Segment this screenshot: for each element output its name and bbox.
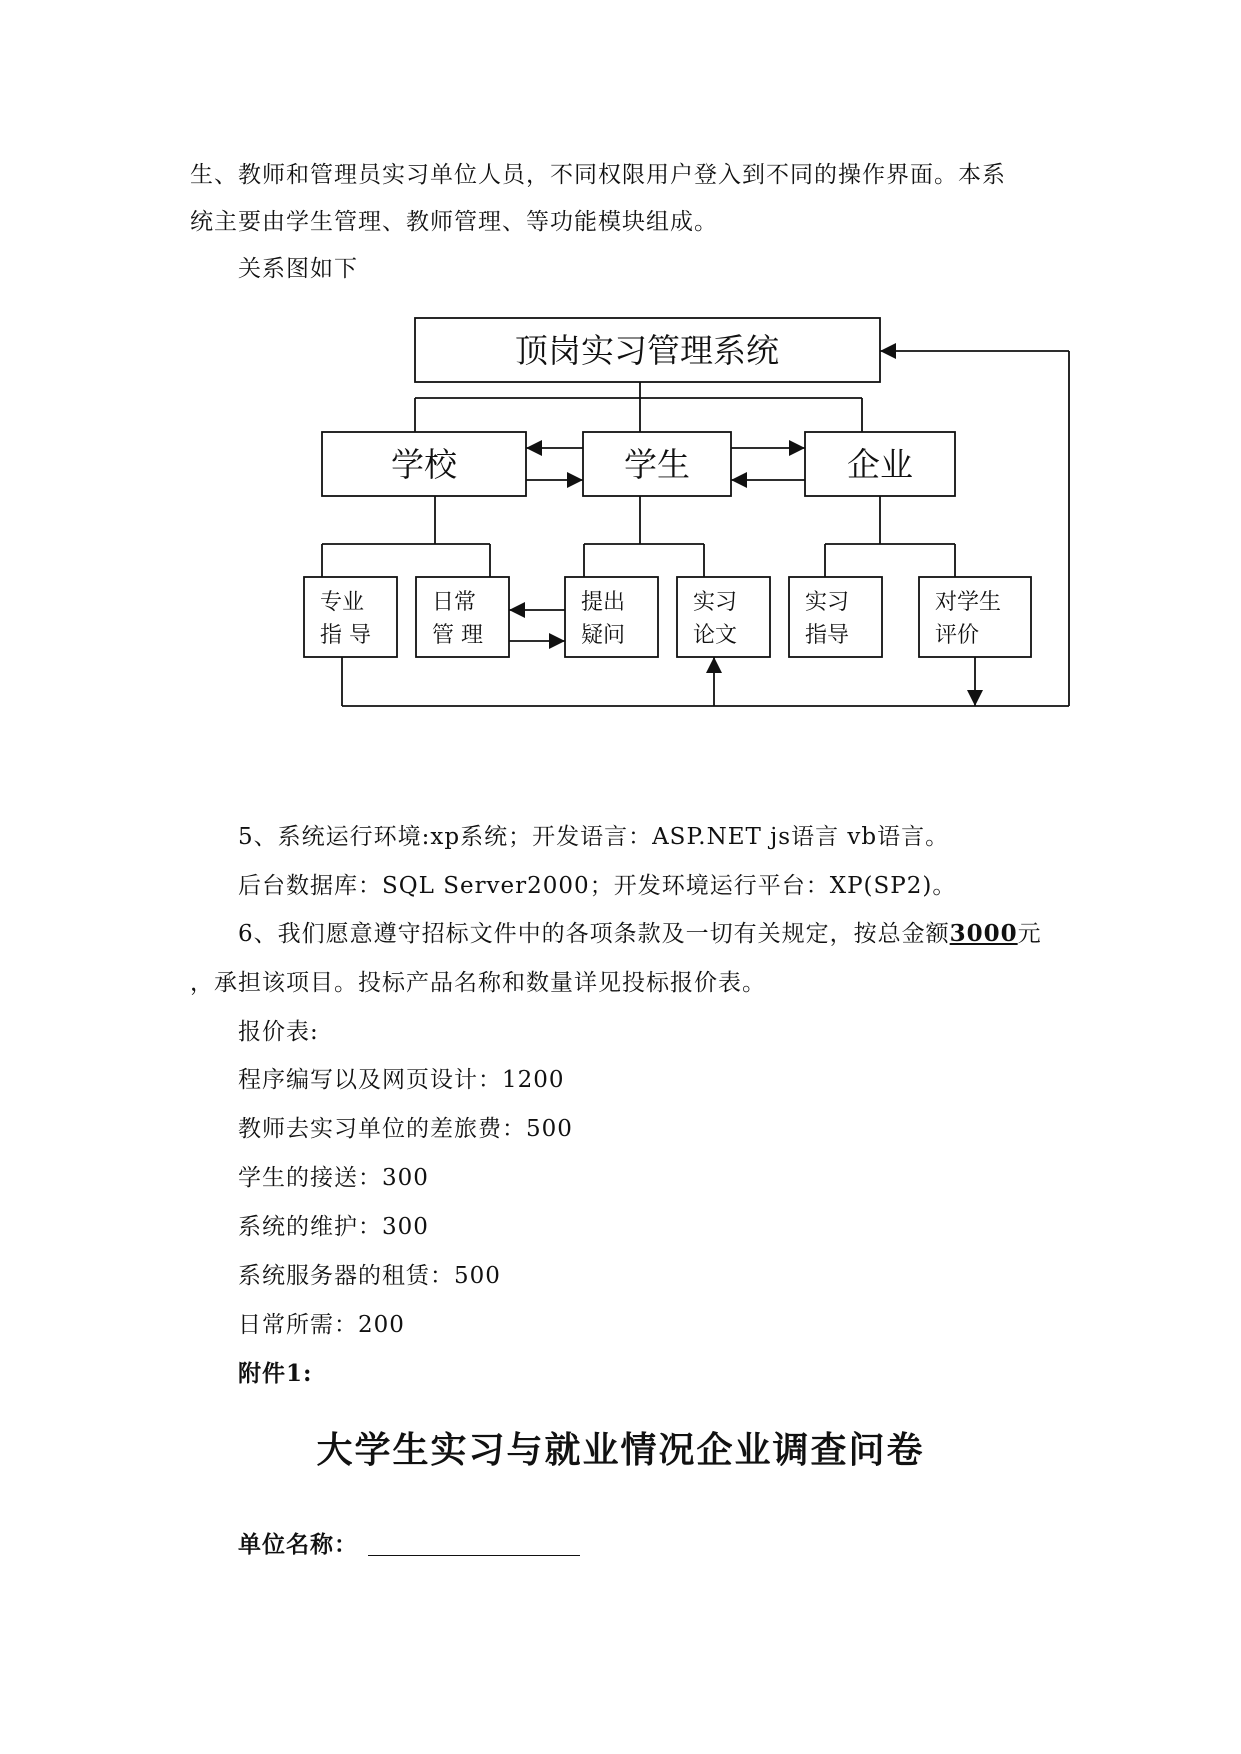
unit-name-label: 单位名称：: [238, 1531, 358, 1558]
total-amount: 3000: [949, 920, 1018, 947]
quote-item: 学生的接送：300: [238, 1165, 429, 1191]
student-label: 学生: [624, 445, 690, 484]
leaf-4-line-1: 实习: [693, 590, 738, 615]
leaf-1-line-2: 指 导: [320, 623, 371, 648]
school-label: 学校: [391, 445, 457, 484]
quote-title: 报价表:: [238, 1019, 319, 1045]
leaf-5-line-1: 实习: [805, 590, 850, 615]
enterprise-label: 企业: [847, 445, 913, 484]
commitment-line-1: [238, 919, 1042, 949]
survey-title: 大学生实习与就业情况企业调查问卷: [316, 1429, 925, 1471]
leaf-4-line-2: 论文: [693, 623, 738, 648]
unit-name-blank[interactable]: [368, 1533, 580, 1556]
unit-name-row: [238, 1530, 580, 1560]
commitment-line-2: ，承担该项目。投标产品名称和数量详见投标报价表。: [190, 970, 766, 996]
commitment-text: 6、我们愿意遵守招标文件中的各项条款及一切有关规定，按总金额: [238, 921, 950, 947]
leaf-6-line-2: 评价: [935, 623, 980, 648]
quote-item: 系统服务器的租赁：500: [238, 1263, 501, 1289]
quote-item: 日常所需：200: [238, 1312, 405, 1338]
leaf-1-line-1: 专业: [320, 590, 365, 615]
system-label: 顶岗实习管理系统: [515, 331, 779, 370]
env-line-1: 5、系统运行环境:xp系统；开发语言：ASP.NET js语言 vb语言。: [238, 824, 950, 850]
quote-item: 教师去实习单位的差旅费：500: [238, 1116, 573, 1142]
quote-item: 系统的维护：300: [238, 1214, 429, 1240]
intro-line-3: 关系图如下: [238, 256, 358, 282]
leaf-5-line-2: 指导: [805, 623, 850, 648]
leaf-2-line-1: 日常: [432, 590, 477, 615]
commitment-unit: 元: [1017, 921, 1042, 947]
intro-line-2: 统主要由学生管理、教师管理、等功能模块组成。: [190, 209, 718, 235]
env-line-2: 后台数据库：SQL Server2000；开发环境运行平台：XP(SP2)。: [238, 873, 957, 899]
leaf-3-line-1: 提出: [581, 590, 626, 615]
leaf-3-line-2: 疑问: [581, 623, 626, 648]
leaf-6-line-1: 对学生: [935, 590, 1002, 615]
quote-item: 程序编写以及网页设计：1200: [238, 1067, 565, 1093]
attachment-label: 附件1:: [238, 1360, 313, 1387]
intro-line-1: 生、教师和管理员实习单位人员，不同权限用户登入到不同的操作界面。本系: [190, 162, 1006, 188]
leaf-2-line-2: 管 理: [432, 623, 483, 648]
relationship-diagram: [0, 0, 1241, 760]
